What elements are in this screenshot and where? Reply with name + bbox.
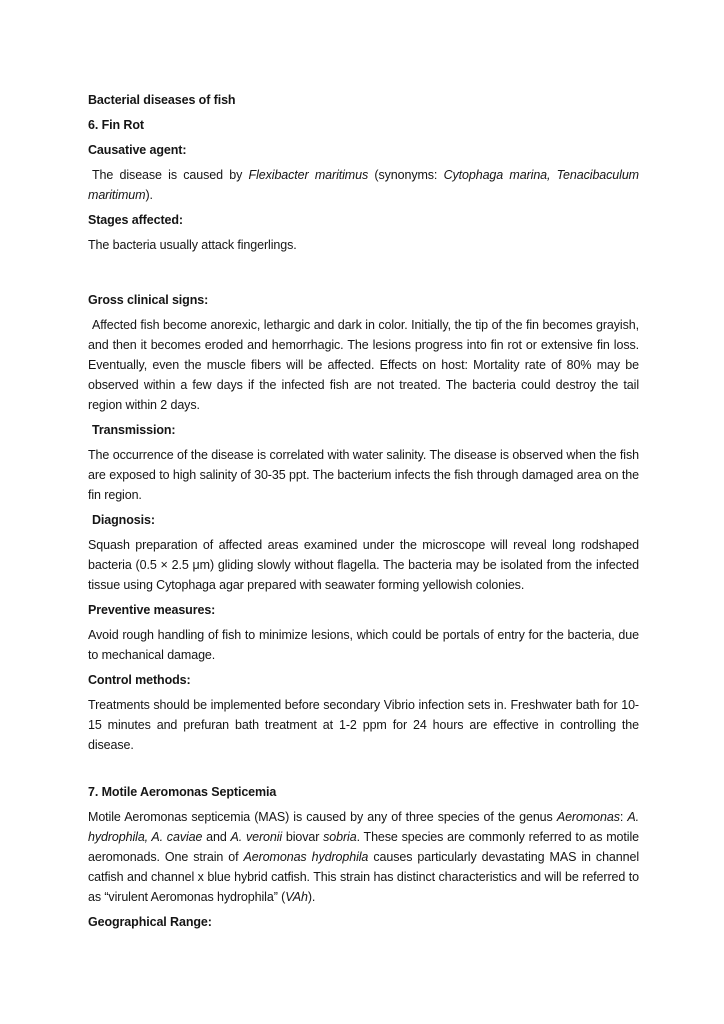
- heading-preventive-measures: Preventive measures:: [88, 603, 216, 617]
- heading-causative-agent: Causative agent:: [88, 143, 187, 157]
- document-content: [88, 90, 639, 937]
- heading-geographical-range: Geographical Range:: [88, 915, 212, 929]
- heading-control-methods: Control methods:: [88, 673, 191, 687]
- heading-diagnosis: Diagnosis:: [92, 513, 155, 527]
- heading-stages-affected: Stages affected:: [88, 213, 183, 227]
- paragraph-preventive-measures: Avoid rough handling of fish to minimize lesions, which could be portals of entry for the bacteria, due to mechanical damage.: [88, 628, 639, 662]
- section-heading-fin-rot: 6. Fin Rot: [88, 118, 144, 132]
- section-heading-mas: 7. Motile Aeromonas Septicemia: [88, 785, 277, 799]
- blank-line: [88, 260, 639, 290]
- heading-gross-clinical-signs: Gross clinical signs:: [88, 293, 209, 307]
- heading-transmission: Transmission:: [92, 423, 176, 437]
- paragraph-stages-affected: The bacteria usually attack fingerlings.: [88, 238, 297, 252]
- paragraph-causative-agent: The disease is caused by Flexibacter maritimus (synonyms: Cytophaga marina, Tenacibaculum maritimum).: [88, 168, 639, 202]
- paragraph-mas-intro: Motile Aeromonas septicemia (MAS) is caused by any of three species of the genus Aeromonas: A. hydrophila, A. caviae and A. veronii biovar sobria. These species are commonly referred to as motile aeromonads. One strain of Aeromonas hydrophila causes particularly devastating MAS in channel catfish and channel x blue hybrid catfish. This strain has distinct characteristics and will be referred to as “virulent Aeromonas hydrophila” (VAh).: [88, 810, 640, 904]
- blank-line: [88, 760, 639, 782]
- paragraph-diagnosis: Squash preparation of affected areas examined under the microscope will reveal long rodshaped bacteria (0.5 × 2.5 μm) gliding slowly without flagella. The bacteria may be isolated from the infected tissue using Cytophaga agar prepared with seawater forming yellowish colonies.: [88, 538, 639, 592]
- document-title: Bacterial diseases of fish: [88, 93, 236, 107]
- paragraph-transmission: The occurrence of the disease is correlated with water salinity. The disease is observed when the fish are exposed to high salinity of 30-35 ppt. The bacterium infects the fish through damaged area on the fin region.: [88, 448, 639, 502]
- paragraph-gross-clinical-signs: Affected fish become anorexic, lethargic and dark in color. Initially, the tip of the fin becomes grayish, and then it becomes eroded and hemorrhagic. The lesions progress into fin rot or extensive fin loss. Eventually, even the muscle fibers will be affected. Effects on host: Mortality rate of 80% may be observed within a few days if the infected fish are not treated. The bacteria could destroy the tail region within 2 days.: [88, 318, 639, 412]
- paragraph-control-methods: Treatments should be implemented before secondary Vibrio infection sets in. Freshwater bath for 10-15 minutes and prefuran bath treatment at 1-2 ppm for 24 hours are effective in controlling the disease.: [88, 698, 639, 752]
